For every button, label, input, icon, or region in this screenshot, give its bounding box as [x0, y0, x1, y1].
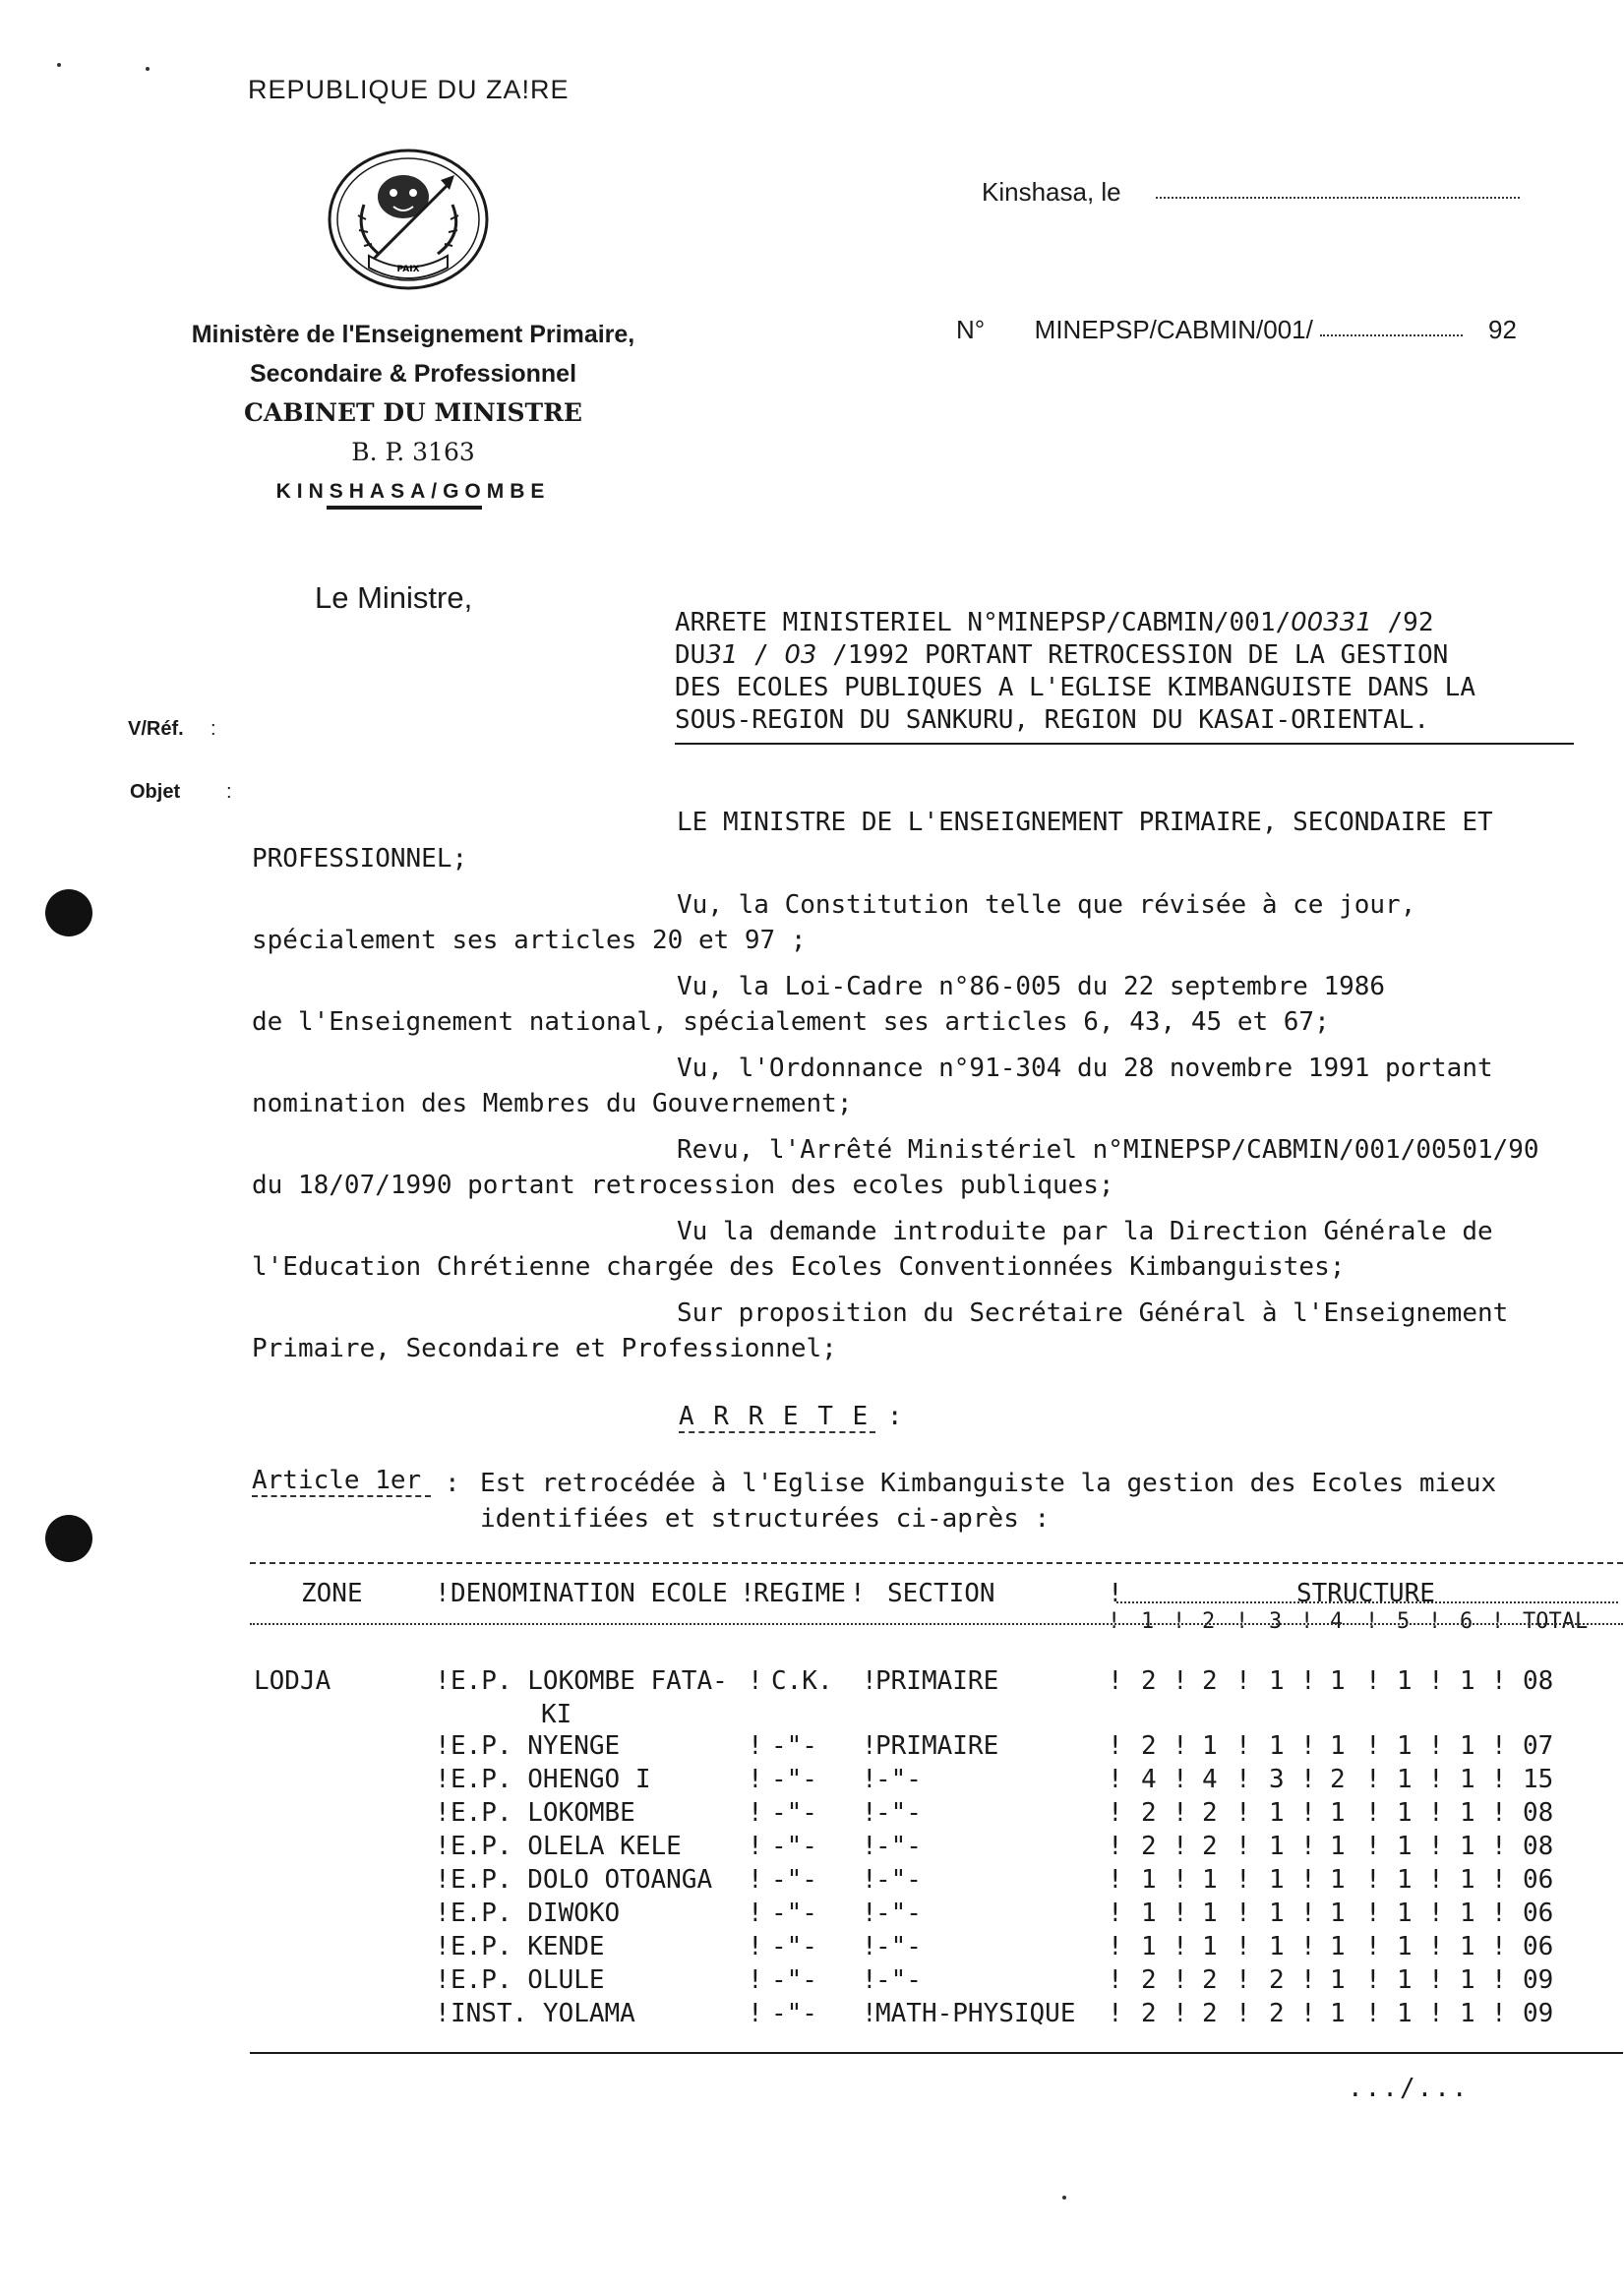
total-cell: 09 — [1523, 1999, 1554, 2028]
place-date-label: Kinshasa, le — [982, 177, 1121, 207]
structure-year-2-cell: 2 — [1202, 1965, 1218, 1995]
column-separator: ! — [1108, 1965, 1123, 1995]
structure-year-1-cell: 4 — [1141, 1765, 1157, 1794]
structure-year-4-cell: 1 — [1330, 1832, 1346, 1861]
column-separator: ! — [435, 1965, 451, 1995]
column-separator: ! — [1235, 1932, 1251, 1961]
vref-label: V/Réf. — [128, 718, 184, 740]
regime-cell: C.K. — [771, 1666, 833, 1696]
structure-year-5-cell: 1 — [1397, 1765, 1413, 1794]
structure-year-3-cell: 3 — [1269, 1765, 1285, 1794]
column-separator: ! — [862, 1865, 877, 1895]
vu-constitution-line2: spécialement ses articles 20 et 97 ; — [252, 926, 807, 955]
column-separator: ! — [435, 1832, 451, 1861]
column-separator: ! — [435, 1932, 451, 1961]
column-separator: ! — [748, 1798, 763, 1828]
structure-year-6-cell: 1 — [1460, 1666, 1475, 1696]
column-separator: ! — [862, 1999, 877, 2028]
structure-year-3-cell: 1 — [1269, 1666, 1285, 1696]
column-separator: ! — [1365, 1899, 1381, 1928]
school-name-cell: E.P. DIWOKO — [451, 1899, 621, 1928]
structure-year-5-cell: 1 — [1397, 1999, 1413, 2028]
total-cell: 08 — [1523, 1832, 1554, 1861]
col-header-section: SECTION — [887, 1579, 995, 1608]
structure-year-6-cell: 1 — [1460, 1765, 1475, 1794]
column-separator: ! — [1173, 1666, 1188, 1696]
structure-year-3-cell: 1 — [1269, 1798, 1285, 1828]
regime-cell: -"- — [771, 1865, 817, 1895]
column-separator: ! — [1235, 1731, 1251, 1761]
column-separator: ! — [748, 1765, 763, 1794]
structure-header-rule — [1116, 1601, 1618, 1603]
column-separator: ! — [1108, 1999, 1123, 2028]
column-separator: ! — [1300, 1798, 1316, 1828]
column-separator: ! — [748, 1932, 763, 1961]
arrete-date-separator: / — [738, 640, 785, 670]
column-separator: ! — [435, 1999, 451, 2028]
column-separator: ! — [1491, 1765, 1507, 1794]
table-header-rule — [250, 1623, 1623, 1625]
arrete-line1-prefix: ARRETE MINISTERIEL N°MINEPSP/CABMIN/001/ — [675, 608, 1292, 637]
column-separator: ! — [1491, 1832, 1507, 1861]
total-cell: 15 — [1523, 1765, 1554, 1794]
postal-box: B. P. 3163 — [351, 438, 475, 466]
total-cell: 06 — [1523, 1865, 1554, 1895]
school-name-cell: E.P. DOLO OTOANGA — [451, 1865, 713, 1895]
structure-header-separator: ! — [1491, 1609, 1505, 1634]
column-separator: ! — [1173, 1832, 1188, 1861]
column-separator: ! — [1173, 1999, 1188, 2028]
column-separator: ! — [1235, 1765, 1251, 1794]
column-separator: ! — [748, 1965, 763, 1995]
column-separator: ! — [748, 1999, 763, 2028]
regime-cell: -"- — [771, 1798, 817, 1828]
objet-colon: : — [226, 781, 232, 803]
total-cell: 08 — [1523, 1798, 1554, 1828]
col-header-separator: ! — [1108, 1579, 1123, 1608]
column-separator: ! — [1108, 1832, 1123, 1861]
structure-year-4-cell: 2 — [1330, 1765, 1346, 1794]
total-cell: 09 — [1523, 1965, 1554, 1995]
column-separator: ! — [1365, 1666, 1381, 1696]
structure-year-1-cell: 2 — [1141, 1999, 1157, 2028]
total-cell: 07 — [1523, 1731, 1554, 1761]
col-header-regime: REGIME — [753, 1579, 846, 1608]
column-separator: ! — [1235, 1832, 1251, 1861]
regime-cell: -"- — [771, 1832, 817, 1861]
column-separator: ! — [1300, 1965, 1316, 1995]
column-separator: ! — [1173, 1965, 1188, 1995]
column-separator: ! — [862, 1965, 877, 1995]
structure-year-1-cell: 2 — [1141, 1731, 1157, 1761]
structure-header-separator: ! — [1300, 1609, 1314, 1634]
ministry-name-line2: Secondaire & Professionnel — [249, 360, 577, 388]
structure-header-separator: ! — [1108, 1609, 1121, 1634]
structure-year-2-cell: 2 — [1202, 1999, 1218, 2028]
table-top-rule — [250, 1562, 1623, 1564]
column-separator: ! — [1365, 1932, 1381, 1961]
column-separator: ! — [1428, 1765, 1444, 1794]
column-separator: ! — [435, 1765, 451, 1794]
column-separator: ! — [1235, 1666, 1251, 1696]
scan-speck — [57, 63, 61, 67]
column-separator: ! — [1428, 1965, 1444, 1995]
total-cell: 06 — [1523, 1932, 1554, 1961]
regime-cell: -"- — [771, 1999, 817, 2028]
column-separator: ! — [1235, 1798, 1251, 1828]
section-cell: -"- — [875, 1865, 922, 1895]
total-cell: 08 — [1523, 1666, 1554, 1696]
column-separator: ! — [1491, 1932, 1507, 1961]
column-separator: ! — [862, 1798, 877, 1828]
article-1-colon: : — [445, 1469, 460, 1498]
school-name-cell: E.P. NYENGE — [451, 1731, 621, 1761]
vu-ordonnance-line2: nomination des Membres du Gouvernement; — [252, 1089, 853, 1118]
column-separator: ! — [1491, 1798, 1507, 1828]
city-underline — [327, 506, 482, 510]
structure-year-2-cell: 1 — [1202, 1932, 1218, 1961]
column-separator: ! — [1108, 1899, 1123, 1928]
ministry-name-line1: Ministère de l'Enseignement Primaire, — [191, 321, 635, 348]
school-name-cell: INST. YOLAMA — [451, 1999, 635, 2028]
column-separator: ! — [862, 1731, 877, 1761]
structure-year-2-cell: 1 — [1202, 1865, 1218, 1895]
year-header-6: 6 — [1460, 1609, 1474, 1634]
column-separator: ! — [748, 1899, 763, 1928]
vu-ordonnance-line1: Vu, l'Ordonnance n°91-304 du 28 novembre 1991 portant — [677, 1054, 1493, 1083]
column-separator: ! — [435, 1666, 451, 1696]
column-separator: ! — [1428, 1899, 1444, 1928]
article-1-line1: Est retrocédée à l'Eglise Kimbanguiste la gestion des Ecoles mieux — [480, 1469, 1497, 1498]
structure-year-4-cell: 1 — [1330, 1899, 1346, 1928]
section-cell: PRIMAIRE — [875, 1731, 999, 1761]
structure-header-separator: ! — [1365, 1609, 1379, 1634]
structure-year-1-cell: 1 — [1141, 1865, 1157, 1895]
column-separator: ! — [1300, 1865, 1316, 1895]
column-separator: ! — [1108, 1932, 1123, 1961]
column-separator: ! — [435, 1798, 451, 1828]
column-separator: ! — [1173, 1798, 1188, 1828]
column-separator: ! — [1173, 1865, 1188, 1895]
vu-loi-cadre-line2: de l'Enseignement national, spécialement ses articles 6, 43, 45 et 67; — [252, 1007, 1330, 1037]
arrete-heading — [675, 607, 1580, 737]
column-separator: ! — [1428, 1798, 1444, 1828]
sur-proposition-line2: Primaire, Secondaire et Professionnel; — [252, 1334, 837, 1363]
structure-year-4-cell: 1 — [1330, 1932, 1346, 1961]
preamble-line2: PROFESSIONNEL; — [252, 844, 468, 874]
section-cell: -"- — [875, 1899, 922, 1928]
school-name-continuation: KI — [541, 1700, 572, 1729]
structure-year-6-cell: 1 — [1460, 1832, 1475, 1861]
year-header-5: 5 — [1397, 1609, 1411, 1634]
column-separator: ! — [435, 1899, 451, 1928]
column-separator: ! — [1428, 1731, 1444, 1761]
section-cell: -"- — [875, 1932, 922, 1961]
column-separator: ! — [748, 1666, 763, 1696]
structure-year-1-cell: 2 — [1141, 1832, 1157, 1861]
arrete-number-handwritten: 00331 — [1291, 608, 1372, 637]
school-name-cell: E.P. LOKOMBE FATA- — [451, 1666, 728, 1696]
column-separator: ! — [1108, 1666, 1123, 1696]
section-cell: -"- — [875, 1798, 922, 1828]
column-separator: ! — [748, 1865, 763, 1895]
column-separator: ! — [1235, 1865, 1251, 1895]
city-label: KINSHASA/GOMBE — [275, 480, 551, 503]
scan-speck — [146, 67, 150, 71]
table-bottom-rule — [250, 2052, 1623, 2054]
column-separator: ! — [862, 1932, 877, 1961]
article-1-underline — [252, 1495, 431, 1497]
structure-year-1-cell: 1 — [1141, 1932, 1157, 1961]
structure-year-1-cell: 2 — [1141, 1666, 1157, 1696]
column-separator: ! — [435, 1865, 451, 1895]
regime-cell: -"- — [771, 1765, 817, 1794]
column-separator: ! — [1365, 1765, 1381, 1794]
number-fill-line — [1320, 334, 1463, 336]
seal-motto: PAIX — [396, 265, 420, 274]
school-name-cell: E.P. OHENGO I — [451, 1765, 651, 1794]
column-separator: ! — [1108, 1798, 1123, 1828]
structure-year-4-cell: 1 — [1330, 1999, 1346, 2028]
section-cell: -"- — [875, 1832, 922, 1861]
column-separator: ! — [1491, 1666, 1507, 1696]
column-separator: ! — [1365, 1999, 1381, 2028]
structure-year-6-cell: 1 — [1460, 1865, 1475, 1895]
punch-hole — [45, 889, 92, 936]
regime-cell: -"- — [771, 1932, 817, 1961]
column-separator: ! — [1428, 1832, 1444, 1861]
col-header-denomination: DENOMINATION ECOLE — [451, 1579, 728, 1608]
structure-header-separator: ! — [1428, 1609, 1442, 1634]
column-separator: ! — [1235, 1965, 1251, 1995]
column-separator: ! — [1235, 1999, 1251, 2028]
column-separator: ! — [1235, 1899, 1251, 1928]
arrete-title-underline — [679, 1431, 875, 1433]
column-separator: ! — [862, 1765, 877, 1794]
year-header-3: 3 — [1269, 1609, 1283, 1634]
column-separator: ! — [1108, 1765, 1123, 1794]
column-separator: ! — [1428, 1865, 1444, 1895]
col-header-structure: STRUCTURE — [1296, 1579, 1435, 1608]
structure-year-3-cell: 1 — [1269, 1932, 1285, 1961]
number-year: 92 — [1488, 315, 1517, 344]
col-header-separator: ! — [740, 1579, 755, 1608]
structure-year-2-cell: 2 — [1202, 1798, 1218, 1828]
article-1-label: Article 1er — [252, 1466, 422, 1495]
section-cell: PRIMAIRE — [875, 1666, 999, 1696]
total-cell: 06 — [1523, 1899, 1554, 1928]
structure-year-5-cell: 1 — [1397, 1731, 1413, 1761]
regime-cell: -"- — [771, 1965, 817, 1995]
sur-proposition-line1: Sur proposition du Secrétaire Général à l'Enseignement — [677, 1298, 1509, 1328]
punch-hole — [45, 1515, 92, 1562]
ministry-block — [148, 315, 679, 512]
structure-year-4-cell: 1 — [1330, 1865, 1346, 1895]
structure-year-2-cell: 1 — [1202, 1731, 1218, 1761]
column-separator: ! — [1491, 1731, 1507, 1761]
structure-year-5-cell: 1 — [1397, 1932, 1413, 1961]
vu-loi-cadre-line1: Vu, la Loi-Cadre n°86-005 du 22 septembre 1986 — [677, 972, 1386, 1001]
structure-header-separator: ! — [1235, 1609, 1249, 1634]
structure-year-6-cell: 1 — [1460, 1932, 1475, 1961]
column-separator: ! — [1491, 1865, 1507, 1895]
column-separator: ! — [1300, 1932, 1316, 1961]
arrete-title: A R R E T E : — [679, 1402, 905, 1431]
column-separator: ! — [1300, 1832, 1316, 1861]
structure-year-5-cell: 1 — [1397, 1865, 1413, 1895]
structure-year-2-cell: 4 — [1202, 1765, 1218, 1794]
col-header-zone: ZONE — [301, 1579, 363, 1608]
scan-speck — [1062, 2196, 1066, 2200]
structure-year-2-cell: 2 — [1202, 1666, 1218, 1696]
column-separator: ! — [1173, 1932, 1188, 1961]
school-name-cell: E.P. KENDE — [451, 1932, 605, 1961]
structure-year-1-cell: 1 — [1141, 1899, 1157, 1928]
arrete-line2-suffix: /1992 PORTANT RETROCESSION DE LA GESTION — [816, 640, 1449, 670]
structure-year-5-cell: 1 — [1397, 1798, 1413, 1828]
structure-header-separator: ! — [1173, 1609, 1186, 1634]
vu-constitution-line1: Vu, la Constitution telle que révisée à ce jour, — [677, 890, 1416, 920]
year-header-2: 2 — [1202, 1609, 1216, 1634]
structure-year-3-cell: 2 — [1269, 1999, 1285, 2028]
arrete-line4: SOUS-REGION DU SANKURU, REGION DU KASAI-ORIENTAL. — [675, 705, 1430, 735]
arrete-month-handwritten: 03 — [784, 640, 817, 670]
article-1-text — [480, 1466, 1496, 1537]
column-separator: ! — [1173, 1899, 1188, 1928]
regime-cell: -"- — [771, 1731, 817, 1761]
republic-title: REPUBLIQUE DU ZA!RE — [248, 75, 570, 104]
structure-year-3-cell: 1 — [1269, 1731, 1285, 1761]
structure-year-4-cell: 1 — [1330, 1798, 1346, 1828]
structure-year-6-cell: 1 — [1460, 1899, 1475, 1928]
column-separator: ! — [748, 1832, 763, 1861]
arrete-day-handwritten: 31 — [705, 640, 739, 670]
col-header-separator: ! — [435, 1579, 451, 1608]
column-separator: ! — [1365, 1832, 1381, 1861]
column-separator: ! — [1428, 1999, 1444, 2028]
national-seal-emblem — [325, 146, 492, 293]
vu-demande-line1: Vu la demande introduite par la Direction Générale de — [677, 1217, 1493, 1246]
structure-year-5-cell: 1 — [1397, 1965, 1413, 1995]
column-separator: ! — [862, 1832, 877, 1861]
column-separator: ! — [1300, 1899, 1316, 1928]
structure-year-3-cell: 1 — [1269, 1865, 1285, 1895]
school-name-cell: E.P. OLELA KELE — [451, 1832, 682, 1861]
continued-marker: .../... — [1348, 2074, 1470, 2103]
structure-year-2-cell: 1 — [1202, 1899, 1218, 1928]
column-separator: ! — [1173, 1765, 1188, 1794]
structure-year-4-cell: 1 — [1330, 1666, 1346, 1696]
column-separator: ! — [1365, 1865, 1381, 1895]
regime-cell: -"- — [771, 1899, 817, 1928]
column-separator: ! — [1108, 1865, 1123, 1895]
reference-number — [956, 315, 1313, 345]
le-ministre-label: Le Ministre, — [315, 580, 473, 615]
structure-year-6-cell: 1 — [1460, 1965, 1475, 1995]
vu-demande-line2: l'Education Chrétienne chargée des Ecoles Conventionnées Kimbanguistes; — [252, 1252, 1346, 1282]
arrete-line3: DES ECOLES PUBLIQUES A L'EGLISE KIMBANGUISTE DANS LA — [675, 673, 1475, 702]
column-separator: ! — [1491, 1999, 1507, 2028]
structure-year-3-cell: 1 — [1269, 1832, 1285, 1861]
revu-arrete-line2: du 18/07/1990 portant retrocession des ecoles publiques; — [252, 1171, 1114, 1200]
structure-year-3-cell: 1 — [1269, 1899, 1285, 1928]
column-separator: ! — [435, 1731, 451, 1761]
structure-year-2-cell: 2 — [1202, 1832, 1218, 1861]
column-separator: ! — [1365, 1731, 1381, 1761]
column-separator: ! — [1491, 1965, 1507, 1995]
structure-year-1-cell: 2 — [1141, 1965, 1157, 1995]
structure-year-6-cell: 1 — [1460, 1731, 1475, 1761]
year-header-4: 4 — [1330, 1609, 1344, 1634]
column-separator: ! — [1300, 1999, 1316, 2028]
section-cell: -"- — [875, 1765, 922, 1794]
date-fill-line — [1156, 197, 1520, 199]
structure-year-6-cell: 1 — [1460, 1999, 1475, 2028]
column-separator: ! — [1173, 1731, 1188, 1761]
col-header-separator: ! — [850, 1579, 866, 1608]
column-separator: ! — [1365, 1965, 1381, 1995]
structure-year-4-cell: 1 — [1330, 1965, 1346, 1995]
column-separator: ! — [862, 1666, 877, 1696]
column-separator: ! — [748, 1731, 763, 1761]
arrete-line2-prefix: DU — [675, 640, 706, 670]
arrete-line1-suffix: /92 — [1371, 608, 1434, 637]
column-separator: ! — [862, 1899, 877, 1928]
column-separator: ! — [1300, 1765, 1316, 1794]
cabinet-title: CABINET DU MINISTRE — [244, 398, 582, 427]
preamble-line1: LE MINISTRE DE L'ENSEIGNEMENT PRIMAIRE, SECONDAIRE ET — [677, 808, 1493, 837]
number-ref: MINEPSP/CABMIN/001/ — [1034, 315, 1313, 344]
number-label: N° — [956, 315, 986, 344]
total-header: TOTAL — [1523, 1609, 1589, 1634]
structure-year-5-cell: 1 — [1397, 1899, 1413, 1928]
vref-colon: : — [211, 718, 216, 740]
column-separator: ! — [1491, 1899, 1507, 1928]
arrete-heading-rule — [675, 743, 1574, 745]
structure-year-6-cell: 1 — [1460, 1798, 1475, 1828]
column-separator: ! — [1428, 1666, 1444, 1696]
school-name-cell: E.P. OLULE — [451, 1965, 605, 1995]
structure-year-4-cell: 1 — [1330, 1731, 1346, 1761]
column-separator: ! — [1365, 1798, 1381, 1828]
column-separator: ! — [1108, 1731, 1123, 1761]
article-1-line2: identifiées et structurées ci-après : — [480, 1504, 1051, 1534]
school-name-cell: E.P. LOKOMBE — [451, 1798, 635, 1828]
objet-label: Objet — [130, 781, 181, 803]
column-separator: ! — [1300, 1731, 1316, 1761]
column-separator: ! — [1428, 1932, 1444, 1961]
structure-year-5-cell: 1 — [1397, 1666, 1413, 1696]
section-cell: MATH-PHYSIQUE — [875, 1999, 1076, 2028]
section-cell: -"- — [875, 1965, 922, 1995]
revu-arrete-line1: Revu, l'Arrêté Ministériel n°MINEPSP/CABMIN/001/00501/90 — [677, 1135, 1539, 1165]
structure-year-1-cell: 2 — [1141, 1798, 1157, 1828]
column-separator: ! — [1300, 1666, 1316, 1696]
zone-cell: LODJA — [254, 1666, 331, 1696]
structure-year-3-cell: 2 — [1269, 1965, 1285, 1995]
year-header-1: 1 — [1141, 1609, 1155, 1634]
structure-year-5-cell: 1 — [1397, 1832, 1413, 1861]
